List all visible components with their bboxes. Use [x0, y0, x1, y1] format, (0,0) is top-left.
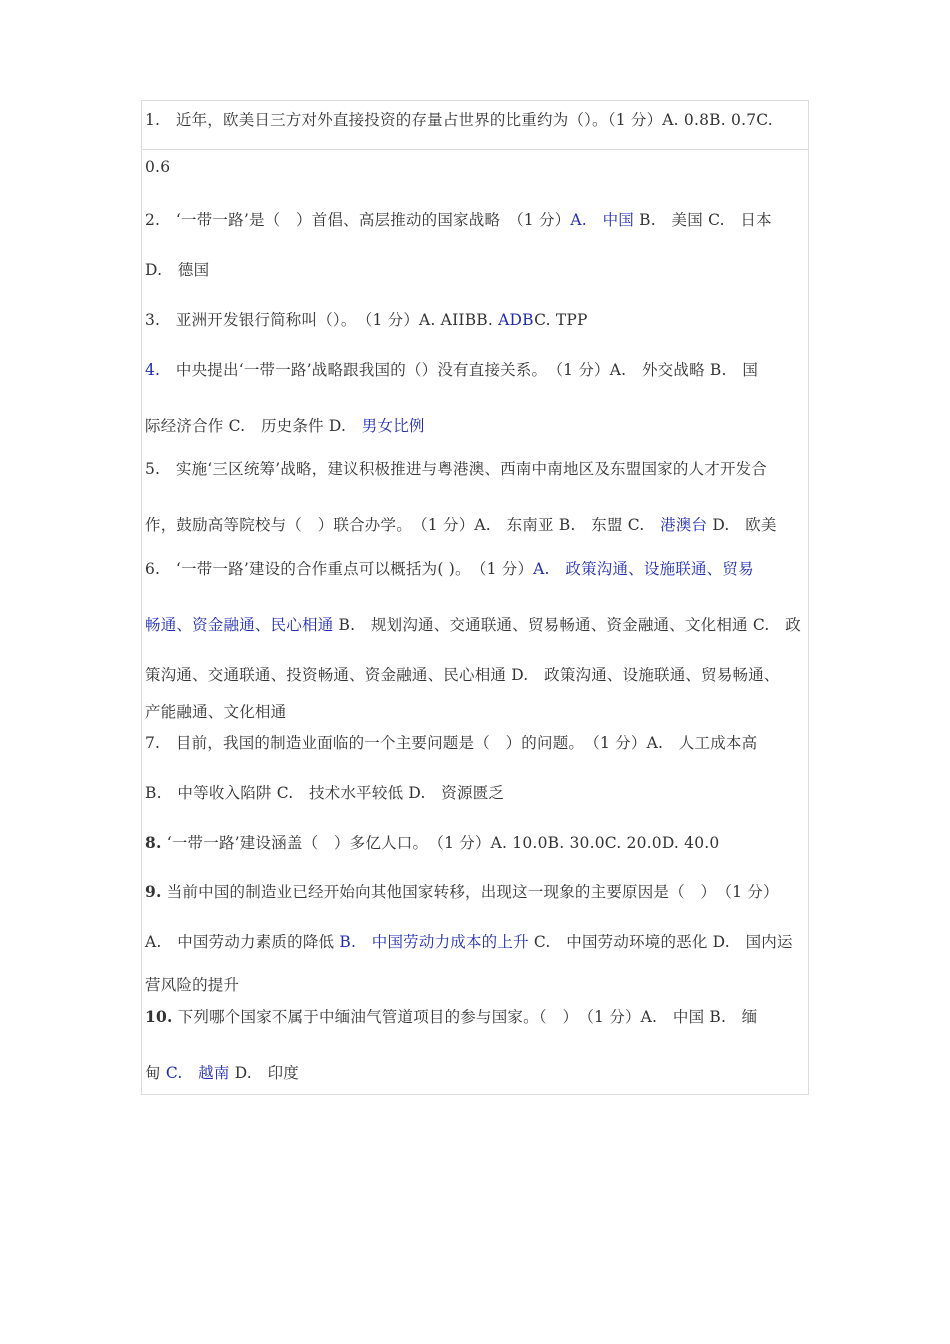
question-text: B. 中等收入陷阱 C. 技术水平较低 D. 资源匮乏: [145, 784, 505, 802]
question-text: B. 规划沟通、交通联通、贸易畅通、资金融通、文化相通 C. 政: [333, 616, 801, 634]
question-text: 7. 目前，我国的制造业面临的一个主要问题是（ ）的问题。 （1 分）A. 人工成本高: [145, 734, 758, 752]
answer-highlight: 港澳台: [660, 516, 708, 534]
question-2-line: [145, 258, 209, 280]
question-8-line: [145, 831, 720, 853]
answer-highlight: 畅通、资金融通、民心相通: [145, 616, 334, 634]
answer-highlight: 4.: [145, 361, 161, 379]
question-4-line: [145, 414, 425, 436]
question-text: A. 中国劳动力素质的降低: [145, 933, 340, 951]
question-text: 3. 亚洲开发银行简称叫（）。 （1 分）A. AIIBB.: [145, 311, 499, 329]
question-2-line: [145, 208, 772, 230]
question-10-line: [145, 1005, 758, 1027]
question-text: B. 美国 C. 日本: [634, 211, 772, 229]
question-number: 9.: [145, 882, 162, 901]
question-text: 当前中国的制造业已经开始向其他国家转移，出现这一现象的主要原因是（ ） （1 分）: [161, 883, 779, 901]
answer-highlight: 男女比例: [361, 417, 425, 435]
question-text: 5. 实施‘三区统筹’战略，建议积极推进与粤港澳、西南中南地区及东盟国家的人才开发合: [145, 460, 768, 478]
question-7-line: [145, 731, 757, 753]
question-text: 际经济合作 C. 历史条件 D.: [145, 417, 362, 435]
question-text: 中央提出‘一带一路’战略跟我国的（）没有直接关系。 （1 分）A. 外交战略 B. 国: [160, 361, 759, 379]
question-text: 策沟通、交通联通、投资畅通、资金融通、民心相通 D. 政策沟通、设施联通、贸易畅通、: [145, 666, 780, 684]
question-text: 营风险的提升: [145, 976, 240, 994]
answer-highlight: A. 中国: [570, 211, 635, 229]
question-1-line: [145, 108, 773, 130]
answer-highlight: A. 政策沟通、设施联通、贸易: [533, 560, 754, 578]
question-text: C. TPP: [534, 311, 588, 329]
answer-highlight: ADB: [498, 311, 535, 329]
question-1-line: [145, 158, 170, 176]
question-number: 10.: [145, 1007, 173, 1026]
question-5-line: [145, 513, 777, 535]
question-text: D. 德国: [145, 261, 210, 279]
question-6-line: [145, 557, 754, 579]
question-number: 8.: [145, 833, 162, 852]
answer-highlight: B. 中国劳动力成本的上升: [339, 933, 529, 951]
question-text: 6. ‘一带一路’建设的合作重点可以概括为( )。 （1 分）: [145, 560, 534, 578]
question-6-line: [145, 613, 801, 635]
question-text: C. 中国劳动环境的恶化 D. 国内运: [528, 933, 793, 951]
question-text: 下列哪个国家不属于中缅油气管道项目的参与国家。（ ） （1 分）A. 中国 B. 缅: [172, 1008, 758, 1026]
question-text: 2. ‘一带一路’是（ ）首倡、高层推动的国家战略 （1 分）: [145, 211, 571, 229]
question-text: 0.6: [145, 158, 171, 176]
question-7-line: [145, 781, 504, 803]
question-text: ‘一带一路’建设涵盖（ ）多亿人口。 （1 分）A. 10.0B. 30.0C. 20.0D. 40.0: [161, 834, 720, 852]
question-6-line: [145, 700, 286, 722]
question-5-line: [145, 457, 767, 479]
question-9-line: [145, 930, 793, 952]
question-6-line: [145, 663, 780, 685]
question-text: 甸: [145, 1064, 166, 1082]
question-4-line: [145, 358, 758, 380]
question-9-line: [145, 880, 779, 902]
question-text: 1. 近年，欧美日三方对外直接投资的存量占世界的比重约为（）。（1 分）A. 0.8B. 0.7C.: [145, 111, 773, 129]
question-10-line: [145, 1061, 299, 1083]
question-3-line: [145, 308, 588, 330]
question-9-line: [145, 973, 239, 995]
question-text: D. 印度: [229, 1064, 299, 1082]
question-text: 作，鼓励高等院校与（ ）联合办学。 （1 分）A. 东南亚 B. 东盟 C.: [145, 516, 661, 534]
question-text: 产能融通、文化相通: [145, 703, 287, 721]
question-text: D. 欧美: [707, 516, 777, 534]
answer-highlight: C. 越南: [165, 1064, 230, 1082]
